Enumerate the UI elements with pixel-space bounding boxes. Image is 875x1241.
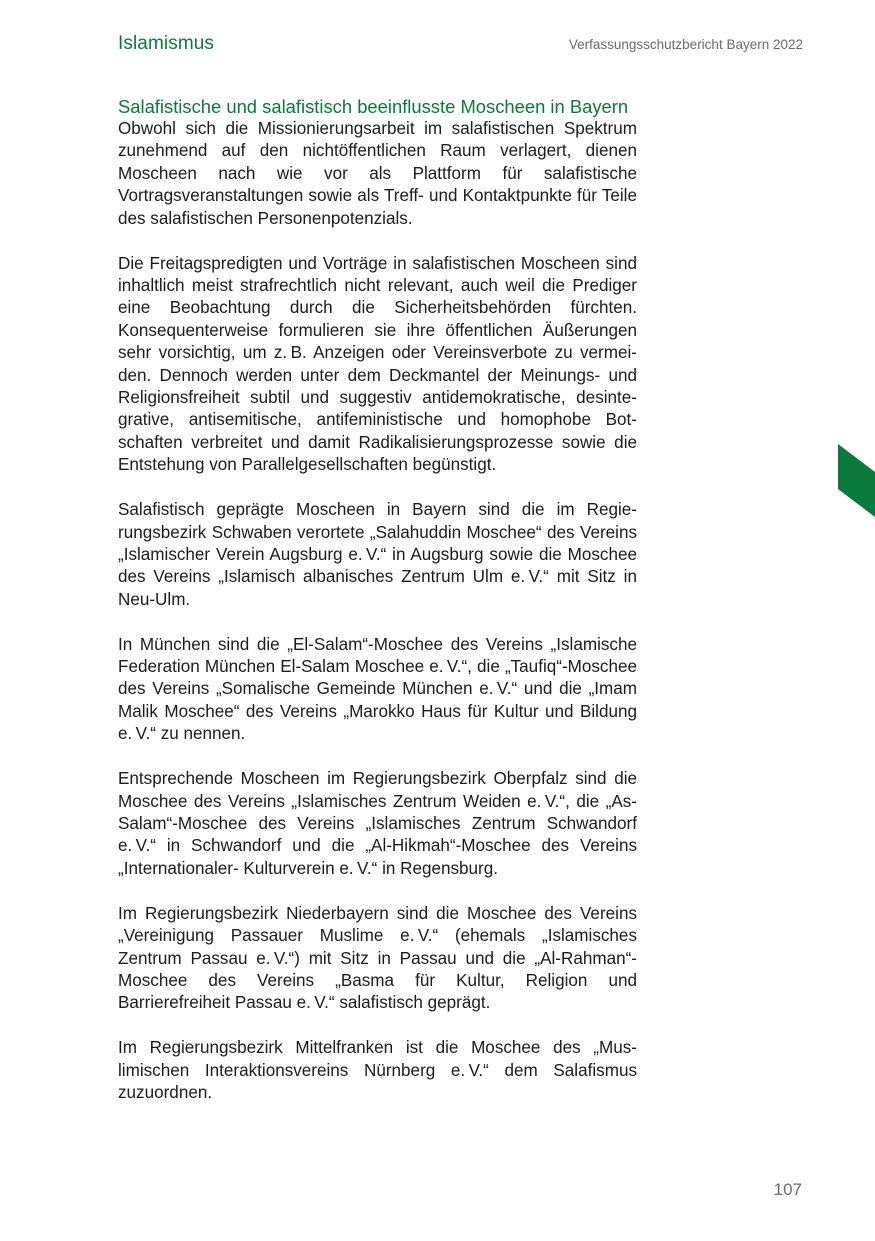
section-title: Salafistische und salafistisch beeinflusste Moscheen in Bayern [118,96,629,117]
paragraph-5: Entsprechende Moscheen im Regierungsbezirk Oberpfalz sind die Moschee des Vereins „Islamisches Zentrum Weiden e. V.“, die „As-Salam“-Moschee des Vereins „Islamisches Zentrum Schwandorf e. V.“ in Schwandorf und die „Al-Hikmah“-Moschee des Vereins „Internationaler- Kulturverein e. V.“ in Regensburg. [118,769,637,878]
header-report-title: Verfassungsschutzbericht Bayern 2022 [568,37,803,52]
main-content [118,95,637,1104]
paragraph-4: In München sind die „El-Salam“-Moschee des Vereins „Islamische Federation München El-Salam Moschee e. V.“, die „Taufiq“-Moschee des Vereins „Somalische Gemeinde München e. V.“ und die „Imam Malik Moschee“ des Vereins „Marokko Haus für Kultur und Bildung e. V.“ zu nennen. [118,634,637,744]
paragraph-6: Im Regierungsbezirk Niederbayern sind die Moschee des Vereins „Vereinigung Passauer Muslime e. V.“ (ehemals „Islamisches Zentrum Passau e. V.“) mit Sitz in Passau und die „Al-Rahman“-Moschee des Vereins „Basma für Kultur, Religion und Barrierefreiheit Passau e. V.“ salafistisch geprägt. [118,903,637,1013]
page-number: 107 [773,1180,802,1199]
paragraph-2: Die Freitagspredigten und Vorträge in salafistischen Moscheen sind inhaltlich meist strafrechtlich nicht relevant, auch weil die Prediger eine Beobachtung durch die Sicherheitsbehörden fürchten. Konsequenterweise formulieren sie ihre öffentlichen Äußerungen sehr vorsichtig, um z. B. Anzeigen oder Vereinsverbote zu vermeiden. Dennoch werden unter dem Deckmantel der Meinungs- und Religionsfreiheit subtil und suggestiv antidemokratische, desintegrative, antisemitische, antifeministische und homophobe Botschaften verbreitet und damit Radikalisierungsprozesse sowie die Entstehung von Parallelgesellschaften begünstigt. [118,253,637,475]
chapter-tab-marker [838,444,875,517]
paragraph-7: Im Regierungsbezirk Mittelfranken ist die Moschee des „Muslimischen Interaktionsvereins Nürnberg e. V.“ dem Salafismus zuzuordnen. [118,1038,637,1103]
paragraph-1: Obwohl sich die Missionierungsarbeit im salafistischen Spektrum zunehmend auf den nichtöffentlichen Raum verlagert, dienen Moscheen nach wie vor als Plattform für salafistische Vortragsveranstaltungen sowie als Treff- und Kontaktpunkte für Teile des salafistischen Personenpotenzials. [118,119,637,228]
paragraph-3: Salafistisch geprägte Moscheen in Bayern sind die im Regierungsbezirk Schwaben verortete „Salahuddin Moschee“ des Vereins „Islamischer Verein Augsburg e. V.“ in Augsburg sowie die Moschee des Vereins „Islamisch albanisches Zentrum Ulm e. V.“ mit Sitz in Neu-Ulm. [118,500,637,609]
header-section-title: Islamismus [118,33,215,54]
